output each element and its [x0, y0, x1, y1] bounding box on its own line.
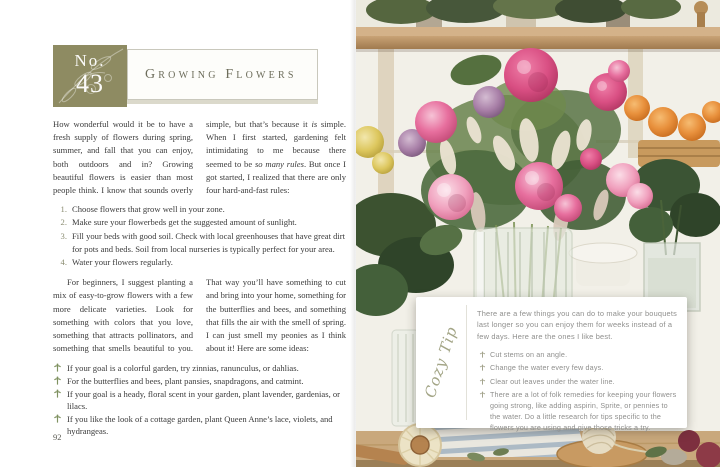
- tip-bullet-list: [477, 349, 677, 433]
- list-number: 3.: [60, 230, 67, 241]
- paragraph-text: How wonderful would it be to have a fresh supply of flowers during spring, summer, and fall that you can enjoy, both outdoors and in? Growing beautiful flowers is easier than most people think. I know that sounds overly simple, but that’s because it: [53, 119, 312, 196]
- paragraph-text: . But once I got started, I realized that there are only four hard-and-fast rules:: [206, 158, 346, 196]
- list-text: Cut stems on an angle.: [490, 350, 568, 360]
- chapter-number-box: [53, 45, 127, 107]
- cozy-tip-script-label: Cozy Tip: [420, 324, 462, 400]
- tip-label-column: [416, 297, 466, 428]
- list-number: 1.: [60, 204, 67, 215]
- list-item: [477, 389, 677, 434]
- list-text: Make sure your flowerbeds get the suggested amount of sunlight.: [72, 217, 297, 228]
- list-text: Fill your beds with good soil. Check with local greenhouses that have great dirt for pots and beds. Soil from local nurseries is typically perfect for your area.: [72, 230, 346, 254]
- list-number: 2.: [60, 217, 67, 228]
- sprout-icon: [479, 364, 486, 371]
- sprout-icon: [53, 376, 62, 385]
- list-item: [55, 230, 346, 256]
- page-number: 92: [53, 432, 62, 442]
- sprout-icon: [53, 414, 62, 423]
- paragraph-text: simple. When I first started, gardening felt intimidating to me because there seemed to be: [206, 119, 346, 169]
- list-text: For the butterflies and bees, plant pansies, snapdragons, and catmint.: [67, 376, 304, 387]
- list-item: [477, 362, 677, 373]
- chapter-title-bar: [127, 49, 318, 100]
- list-text: If you like the look of a cottage garden, plant Queen Anne’s lace, violets, and hydrangeas.: [67, 414, 333, 437]
- list-item: [477, 376, 677, 387]
- list-item: [53, 388, 346, 412]
- list-text: There are a lot of folk remedies for keeping your flowers going strong, like adding aspirin, Sprite, or pennies to the water. Do a little research for tips specific to the flowers you are using and give those tricks a try.: [490, 389, 677, 433]
- list-text: If your goal is a heady, floral scent in your garden, plant lavender, gardenias, or lilacs.: [67, 389, 341, 412]
- glass-jar: [392, 330, 419, 426]
- intro-paragraph: [53, 118, 346, 197]
- list-item: [55, 203, 346, 216]
- list-item: [55, 256, 346, 269]
- white-bowl: [569, 243, 637, 286]
- list-item: [55, 216, 346, 229]
- paragraph-text: For beginners, I suggest planting a mix of easy-to-grow flowers with a few more delicate varieties. Look for something with colors that you love, something that attracts pollinators, and something that smells beautiful to you. That way you’ll have something to cut and bring into your home, something for the butterflies and bees, and something that fills the air with the smell of spring. I can just smell my peonies as I think about it! Here are some ideas:: [53, 277, 346, 354]
- numbered-rules-list: [55, 203, 346, 269]
- wood-shelf: [356, 27, 720, 52]
- paragraph-emphasis: is: [311, 119, 318, 129]
- chapter-number: 43: [76, 69, 104, 98]
- sprout-icon: [479, 391, 486, 398]
- tip-intro-text: There are a few things you can do to make your bouquets last longer so you can enjoy them for weeks instead of a few days. Here are the ones I like best.: [477, 309, 677, 341]
- list-text: Choose flowers that grow well in your zone.: [72, 204, 225, 215]
- tip-content: [467, 297, 687, 433]
- list-text: Water your flowers regularly.: [72, 257, 173, 268]
- list-text: If your goal is a colorful garden, try zinnias, ranunculus, or dahlias.: [67, 363, 299, 374]
- sprout-icon: [479, 351, 486, 358]
- sprout-icon: [479, 378, 486, 385]
- list-item: [477, 349, 677, 360]
- chapter-no-label: No.: [74, 51, 106, 70]
- list-text: Change the water every few days.: [490, 363, 604, 373]
- paragraph-emphasis: so many rules: [254, 158, 304, 169]
- chapter-title: Growing Flowers: [145, 66, 297, 82]
- list-item: [53, 362, 346, 374]
- idea-bullet-list: [53, 362, 346, 437]
- sprout-icon: [53, 389, 62, 398]
- sprout-icon: [53, 363, 62, 372]
- list-item: [53, 375, 346, 387]
- list-text: Clear out leaves under the water line.: [490, 376, 615, 386]
- list-item: [53, 413, 346, 437]
- book-left-page: [0, 0, 357, 467]
- list-number: 4.: [60, 257, 67, 268]
- cozy-tip-card: [416, 297, 687, 433]
- chapter-header: [53, 45, 318, 107]
- chapter-body: [53, 118, 346, 438]
- second-paragraph: [53, 276, 346, 355]
